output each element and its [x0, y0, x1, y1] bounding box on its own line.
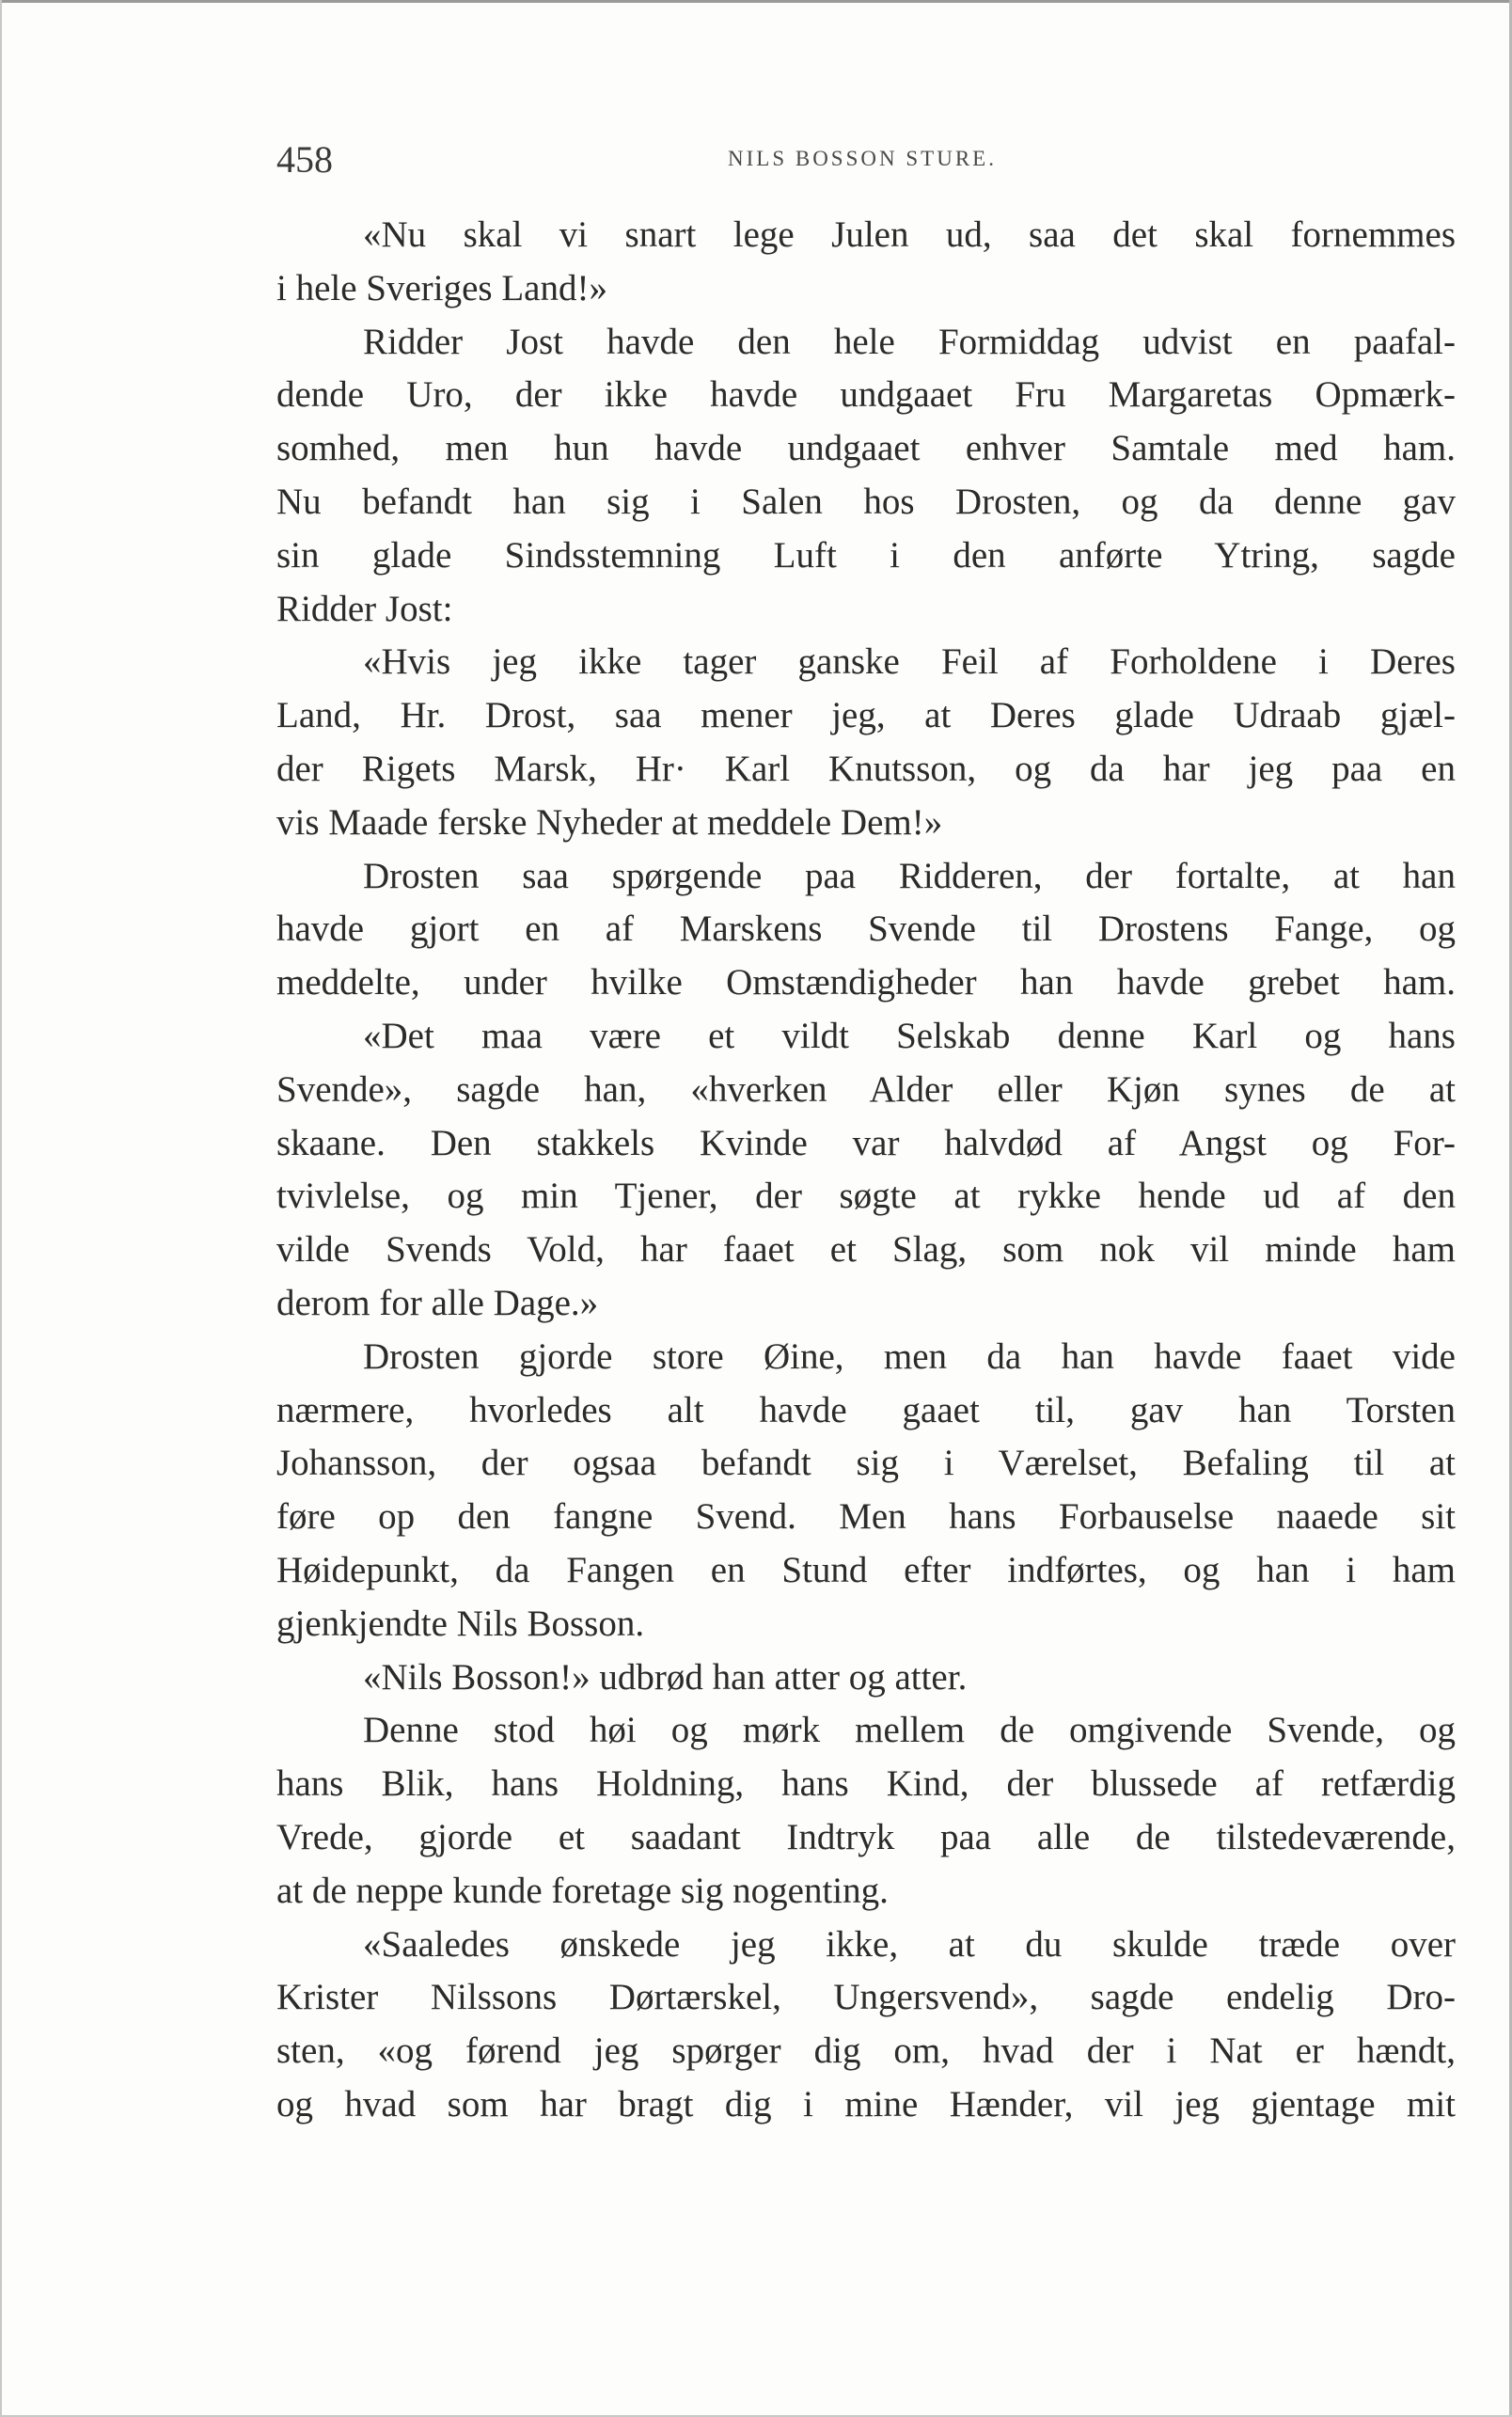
text-line: vilde Svends Vold, har faaet et Slag, som nok vil minde ham: [276, 1229, 1456, 1271]
text-line: Nu befandt han sig i Salen hos Drosten, og da denne gav: [276, 481, 1456, 522]
text-line: i hele Sveriges Land!»: [276, 267, 607, 308]
text-line: Land, Hr. Drost, saa mener jeg, at Deres glade Udraab gjæl-: [276, 695, 1456, 736]
text-line: Krister Nilssons Dørtærskel, Ungersvend», sagde endelig Dro-: [276, 1977, 1456, 2018]
text-line: at de neppe kunde foretage sig nogenting.: [276, 1870, 889, 1911]
body-text: [276, 209, 1456, 2132]
text-line: dende Uro, der ikke havde undgaaet Fru Margaretas Opmærk-: [276, 374, 1456, 416]
text-line: hans Blik, hans Holdning, hans Kind, der blussede af retfærdig: [276, 1763, 1456, 1805]
page-edge-left: [0, 0, 2, 2417]
text-line: «Nu skal vi snart lege Julen ud, saa det skal fornemmes: [363, 214, 1456, 255]
text-line: «Nils Bosson!» udbrød han atter og atter.: [363, 1656, 968, 1698]
text-line: Denne stod høi og mørk mellem de omgivende Svende, og: [363, 1710, 1456, 1751]
text-line: havde gjort en af Marskens Svende til Drostens Fange, og: [276, 908, 1456, 950]
text-line: Høidepunkt, da Fangen en Stund efter indførtes, og han i ham: [276, 1549, 1456, 1590]
running-head: NILS BOSSON STURE.: [728, 147, 997, 170]
text-line: Drosten saa spørgende paa Ridderen, der fortalte, at han: [363, 855, 1456, 896]
text-line: Ridder Jost havde den hele Formiddag udvist en paafal-: [363, 321, 1456, 362]
text-line: Svende», sagde han, «hverken Alder eller Kjøn synes de at: [276, 1068, 1456, 1110]
text-line: føre op den fangne Svend. Men hans Forbauselse naaede sit: [276, 1496, 1456, 1538]
page-edge-top: [0, 0, 1512, 3]
text-line: sin glade Sindsstemning Luft i den anførte Ytring, sagde: [276, 534, 1456, 576]
text-line: somhed, men hun havde undgaaet enhver Samtale med ham.: [276, 428, 1456, 469]
page-header: [276, 132, 1456, 188]
text-line: gjenkjendte Nils Bosson.: [276, 1603, 645, 1644]
text-line: nærmere, hvorledes alt havde gaaet til, gav han Torsten: [276, 1389, 1456, 1430]
text-line: sten, «og førend jeg spørger dig om, hvad der i Nat er hændt,: [276, 2030, 1456, 2072]
text-line: Vrede, gjorde et saadant Indtryk paa alle de tilstedeværende,: [276, 1816, 1456, 1857]
text-line: Ridder Jost:: [276, 588, 453, 629]
text-line: Johansson, der ogsaa befandt sig i Værelset, Befaling til at: [276, 1443, 1456, 1484]
text-line: der Rigets Marsk, Hr· Karl Knutsson, og da har jeg paa en: [276, 748, 1456, 789]
text-line: «Det maa være et vildt Selskab denne Karl og hans: [363, 1015, 1456, 1056]
text-line: skaane. Den stakkels Kvinde var halvdød af Angst og For-: [276, 1122, 1456, 1163]
text-line: meddelte, under hvilke Omstændigheder han havde grebet ham.: [276, 962, 1456, 1003]
text-line: Drosten gjorde store Øine, men da han havde faaet vide: [363, 1335, 1456, 1377]
text-line: «Saaledes ønskede jeg ikke, at du skulde træde over: [363, 1923, 1456, 1965]
text-line: derom for alle Dage.»: [276, 1282, 599, 1323]
text-line: og hvad som har bragt dig i mine Hænder, vil jeg gjentage mit: [276, 2083, 1456, 2125]
page-number: 458: [276, 138, 333, 181]
text-line: «Hvis jeg ikke tager ganske Feil af Forholdene i Deres: [363, 641, 1456, 683]
text-line: vis Maade ferske Nyheder at meddele Dem!»: [276, 801, 943, 843]
text-line: tvivlelse, og min Tjener, der søgte at rykke hende ud af den: [276, 1176, 1456, 1217]
